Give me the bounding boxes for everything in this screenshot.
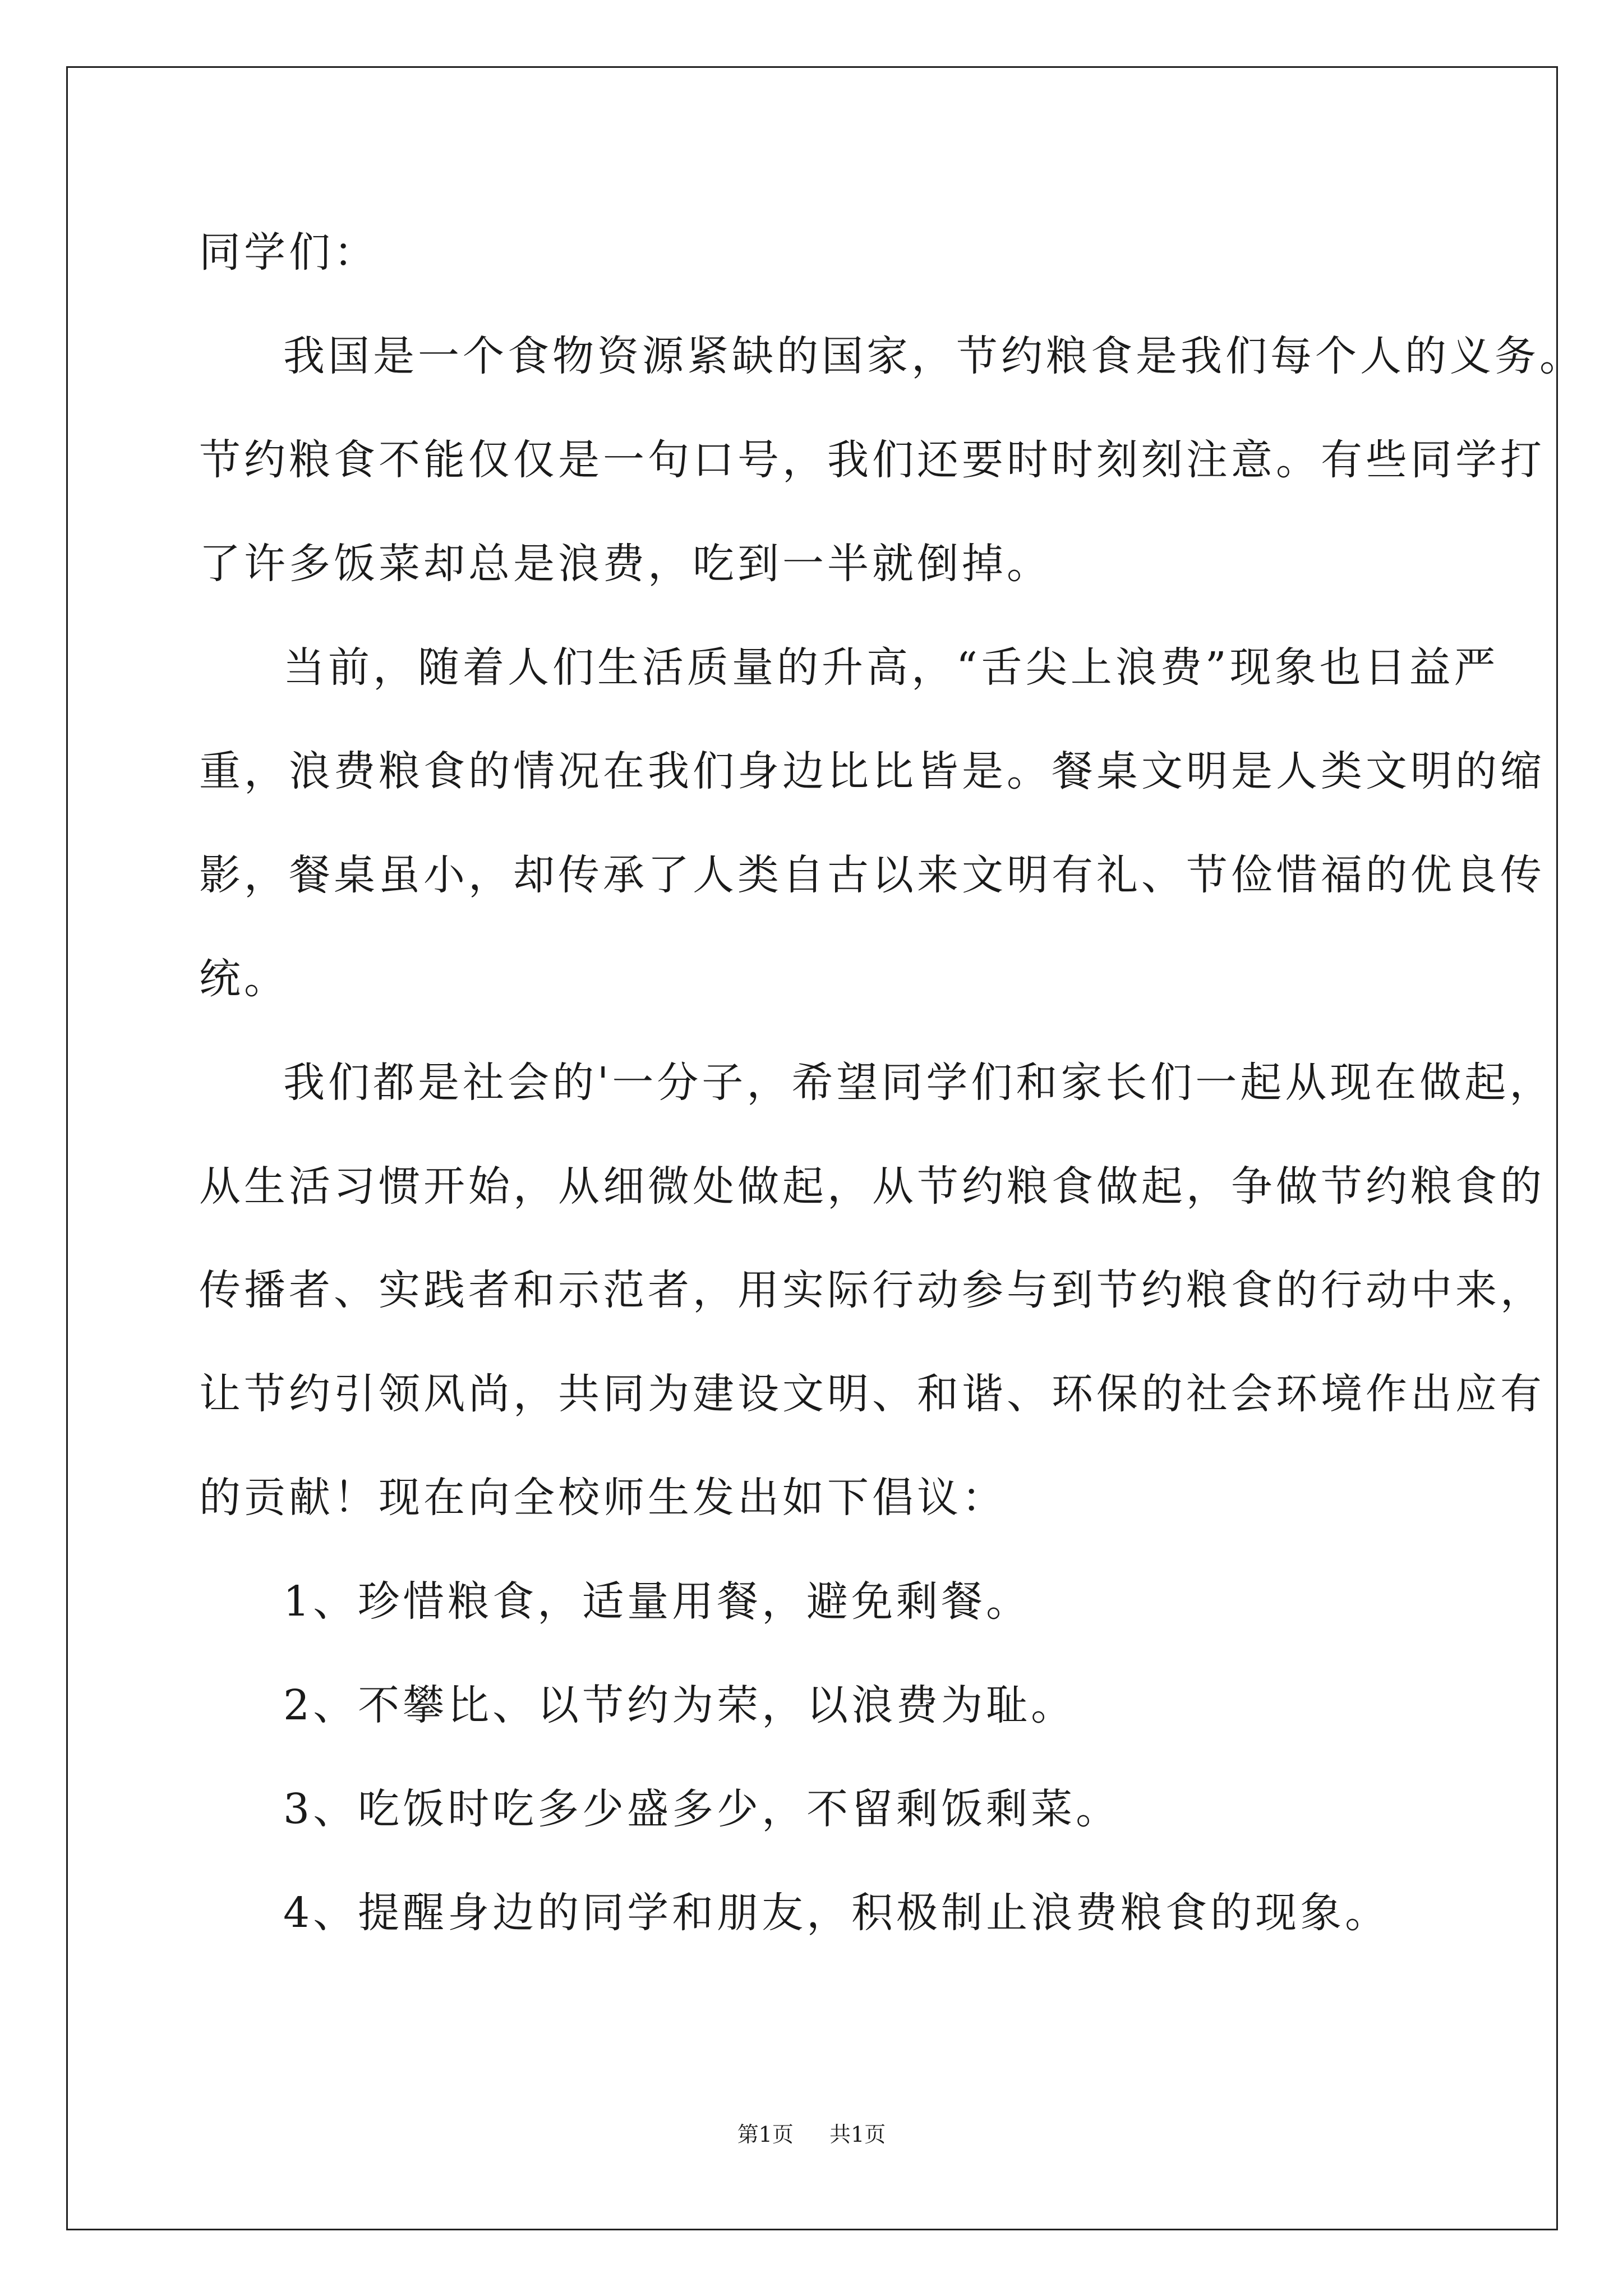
page-footer [0,2120,1623,2148]
paragraph-line: 我们都是社会的'一分子，希望同学们和家长们一起从现在做起， [283,1059,1555,1107]
paragraph-line: 让节约引领风尚，共同为建设文明、和谐、环保的社会环境作出应有 [199,1370,1545,1418]
paragraph-line: 当前，随着人们生活质量的升高，“舌尖上浪费”现象也日益严 [283,643,1499,692]
paragraph-line: 统。 [199,955,289,1003]
paragraph-line: 传播者、实践者和示范者，用实际行动参与到节约粮食的行动中来， [199,1266,1545,1314]
paragraph-line: 我国是一个食物资源紧缺的国家，节约粮食是我们每个人的义务。 [283,332,1584,380]
paragraph-line: 了许多饭菜却总是浪费，吃到一半就倒掉。 [199,540,1052,588]
document-body [199,219,1584,1983]
paragraph-line: 重，浪费粮食的情况在我们身边比比皆是。餐桌文明是人类文明的缩 [199,747,1545,795]
page-total: 共1页 [829,2122,886,2147]
proposal-item: 3、吃饭时吃多少盛多少，不留剩饭剩菜。 [283,1785,1121,1833]
paragraph-line: 的贡献！现在向全校师生发出如下倡议： [199,1474,1007,1522]
proposal-item: 4、提醒身边的同学和朋友，积极制止浪费粮食的现象。 [283,1889,1390,1937]
page-number: 第1页 [737,2122,794,2147]
proposal-item: 1、珍惜粮食，适量用餐，避免剩餐。 [283,1577,1031,1626]
paragraph-line: 节约粮食不能仅仅是一句口号，我们还要时时刻刻注意。有些同学打 [199,436,1545,484]
salutation-line: 同学们： [199,228,379,277]
proposal-item: 2、不攀比、以节约为荣，以浪费为耻。 [283,1681,1076,1729]
paragraph-line: 从生活习惯开始，从细微处做起，从节约粮食做起，争做节约粮食的 [199,1162,1545,1211]
paragraph-line: 影，餐桌虽小，却传承了人类自古以来文明有礼、节俭惜福的优良传 [199,851,1545,899]
